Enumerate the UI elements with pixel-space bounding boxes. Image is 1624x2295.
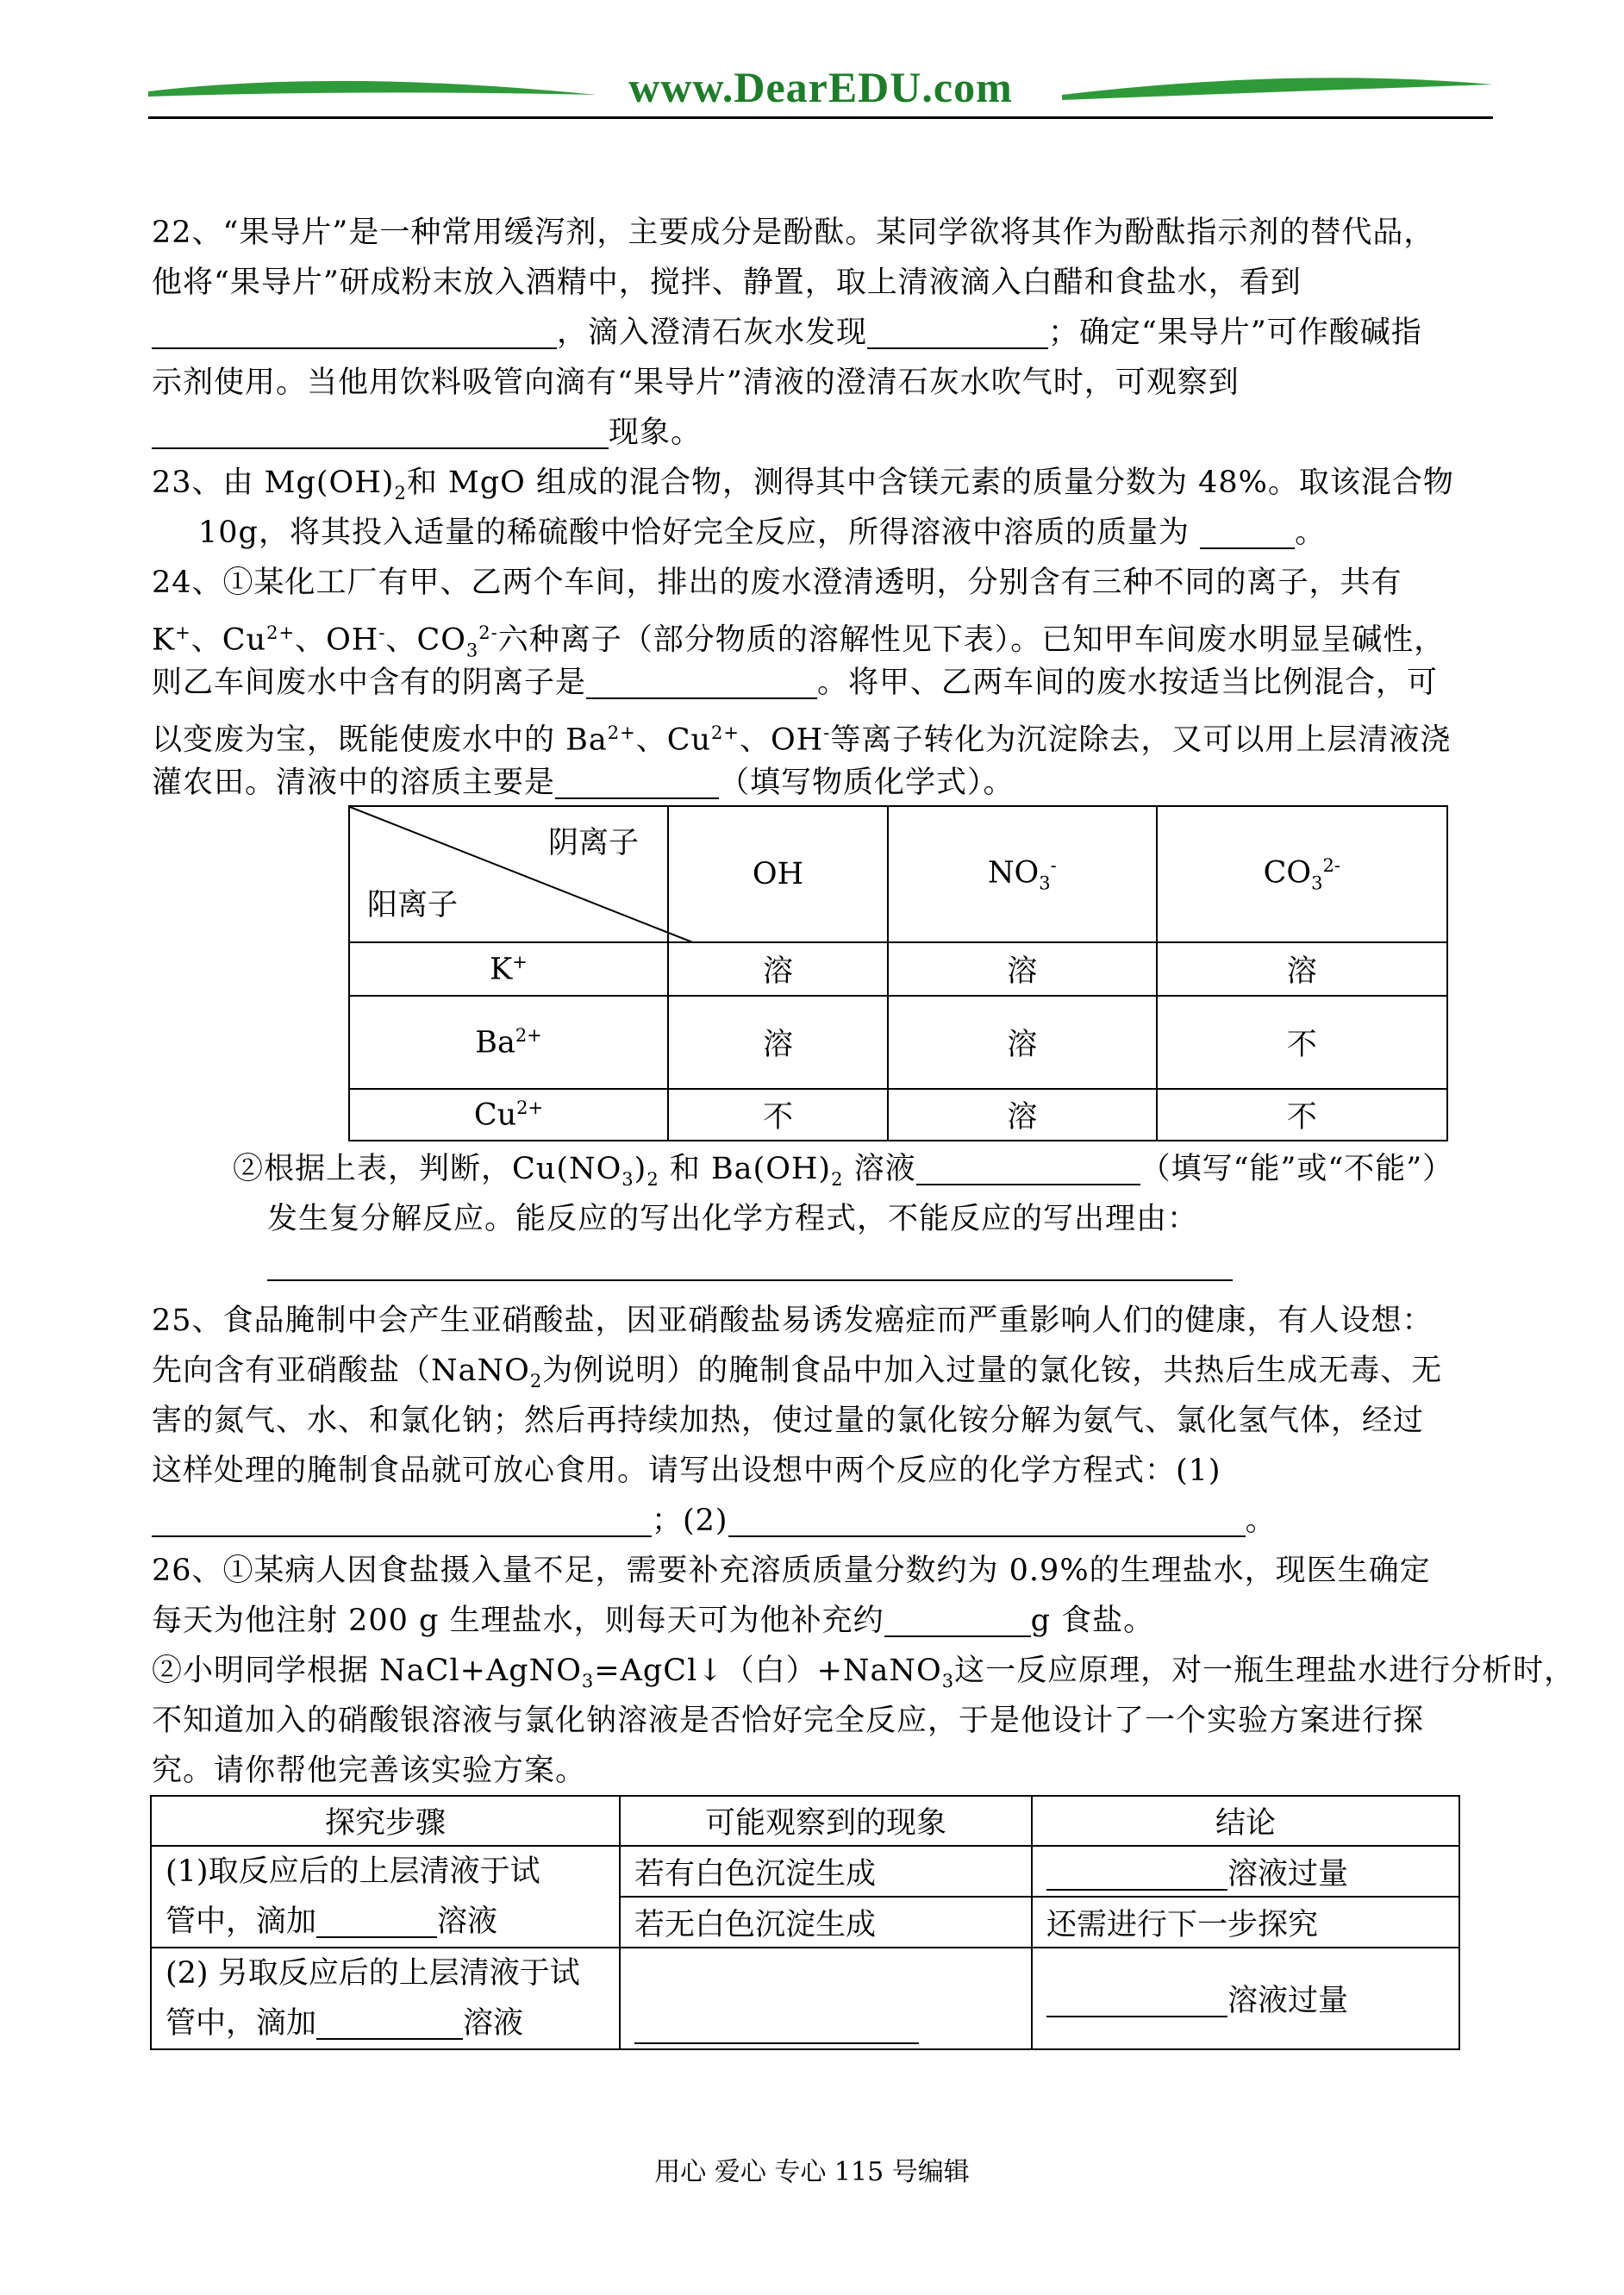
q24-part2-line1: ②根据上表，判断，$Cu(NO_3)_2$ 和 $Ba(OH)_2$ 溶液 （填写“能”或“不能”） bbox=[233, 1152, 1454, 1190]
q26-line1: 26、①某病人因食盐摄入量不足，需要补充溶质质量分数约为 0.9%的生理盐水，现医生确定 bbox=[152, 1554, 1431, 1588]
answer-blank[interactable] bbox=[586, 668, 817, 699]
col-oh: OH bbox=[668, 806, 888, 942]
page-header bbox=[148, 62, 1493, 122]
table-row: $Ba^{2+}$ 溶 溶 不 bbox=[349, 996, 1447, 1089]
header-steps: 探究步骤 bbox=[151, 1796, 620, 1846]
q22-line4: 示剂使用。当他用饮料吸管向滴有“果导片”清液的澄清石灰水吹气时，可观察到 bbox=[152, 366, 1240, 400]
table-row: K+ 溶 溶 溶 bbox=[349, 942, 1447, 996]
solubility-table bbox=[348, 805, 1448, 1141]
q25-line1: 25、食品腌制中会产生亚硝酸盐，因亚硝酸盐易诱发癌症而严重影响人们的健康，有人设想： bbox=[152, 1304, 1433, 1338]
q26-line4: 不知道加入的硝酸银溶液与氯化钠溶液是否恰好完全反应，于是他设计了一个实验方案进行探 bbox=[152, 1704, 1425, 1738]
q22-line3: ，滴入澄清石灰水发现 ；确定“果导片”可作酸碱指 bbox=[152, 314, 1422, 352]
q26-line5: 究。请你帮他完善该实验方案。 bbox=[152, 1754, 587, 1788]
answer-blank[interactable] bbox=[634, 2013, 919, 2044]
answer-blank[interactable] bbox=[152, 318, 557, 349]
q22-line1: 22、“果导片”是一种常用缓泻剂，主要成分是酚酞。某同学欲将其作为酚酞指示剂的替代品， bbox=[152, 216, 1435, 250]
q22-line2: 他将“果导片”研成粉末放入酒精中，搅拌、静置，取上清液滴入白醋和食盐水，看到 bbox=[152, 266, 1302, 300]
site-logo: www.DearEDU.com bbox=[628, 63, 1013, 111]
q24-line4: 以变废为宝，既能使废水中的 $Ba^{2+}$、$Cu^{2+}$、OH-等离子转化为沉淀除去，又可以用上层清液浇 bbox=[152, 722, 1452, 758]
experiment-table bbox=[150, 1795, 1460, 2050]
table-row: (2) 另取反应后的上层清液于试 管中，滴加 溶液 溶液过量 bbox=[151, 1948, 1459, 2049]
q22-line5: 现象。 bbox=[152, 414, 702, 452]
col-co3: $CO_3^{2-}$ bbox=[1157, 806, 1447, 942]
q26-line2: 每天为他注射 200 g 生理盐水，则每天可为他补充约 g 食盐。 bbox=[152, 1604, 1155, 1638]
q25-line5: ；(2) 。 bbox=[152, 1502, 1277, 1540]
answer-line[interactable] bbox=[267, 1279, 1233, 1281]
q26-line3: ②小明同学根据 NaCl+AgNO$_3$=AgCl↓（白）+NaNO$_3$这一反应原理，对一瓶生理盐水进行分析时， bbox=[152, 1654, 1576, 1692]
answer-blank[interactable] bbox=[916, 1154, 1140, 1185]
answer-blank[interactable] bbox=[1046, 1860, 1227, 1891]
cation-header: 阳离子 bbox=[367, 888, 459, 922]
page-footer: 用心 爱心 专心 115 号编辑 bbox=[654, 2157, 970, 2187]
answer-blank[interactable] bbox=[316, 1907, 437, 1938]
q23-line1: 23、由 $Mg(OH)_2$和 MgO 组成的混合物，测得其中含镁元素的质量分数为 48%。取该混合物 bbox=[152, 466, 1454, 503]
answer-blank[interactable] bbox=[152, 1506, 652, 1537]
q25-line3: 害的氮气、水、和氯化钠；然后再持续加热，使过量的氯化铵分解为氨气、氯化氢气体，经过 bbox=[152, 1404, 1425, 1438]
answer-blank[interactable] bbox=[867, 318, 1048, 349]
q24-part2-line2: 发生复分解反应。能反应的写出化学方程式，不能反应的写出理由： bbox=[267, 1202, 1199, 1236]
table-corner-cell bbox=[349, 806, 668, 942]
q23-line2: 10g，将其投入适量的稀硫酸中恰好完全反应，所得溶液中溶质的质量为 。 bbox=[198, 516, 1327, 550]
header-observation: 可能观察到的现象 bbox=[620, 1796, 1032, 1846]
answer-blank[interactable] bbox=[316, 2009, 463, 2040]
table-row: (1)取反应后的上层清液于试 管中，滴加 溶液 若有白色沉淀生成 溶液过量 bbox=[151, 1846, 1459, 1897]
table-row: $Cu^{2+}$ 不 溶 不 bbox=[349, 1089, 1447, 1141]
answer-blank[interactable] bbox=[555, 768, 719, 799]
answer-blank[interactable] bbox=[728, 1506, 1246, 1537]
q24-line3: 则乙车间废水中含有的阴离子是 。将甲、乙两车间的废水按适当比例混合，可 bbox=[152, 666, 1439, 700]
answer-blank[interactable] bbox=[1200, 518, 1295, 549]
anion-header: 阴离子 bbox=[548, 826, 640, 860]
table-row: 若无白色沉淀生成 还需进行下一步探究 bbox=[151, 1897, 1459, 1948]
answer-blank[interactable] bbox=[1046, 1986, 1227, 2017]
col-no3: $NO_3^-$ bbox=[888, 806, 1156, 942]
header-rule bbox=[148, 116, 1493, 119]
answer-blank[interactable] bbox=[152, 418, 609, 449]
q25-line2: 先向含有亚硝酸盐（NaNO$_2$为例说明）的腌制食品中加入过量的氯化铵，共热后生成无毒、无 bbox=[152, 1354, 1443, 1391]
q25-line4: 这样处理的腌制食品就可放心食用。请写出设想中两个反应的化学方程式：(1) bbox=[152, 1454, 1221, 1488]
q24-line1: 24、①某化工厂有甲、乙两个车间，排出的废水澄清透明，分别含有三种不同的离子，共有 bbox=[152, 566, 1402, 600]
q24-line2: K+、$Cu^{2+}$、OH-、$CO_3^{2-}$六种离子（部分物质的溶解性见下表）。已知甲车间废水明显呈碱性， bbox=[152, 622, 1446, 661]
header-conclusion: 结论 bbox=[1032, 1796, 1459, 1846]
q24-line5: 灌农田。清液中的溶质主要是 （填写物质化学式）。 bbox=[152, 766, 1015, 800]
answer-blank[interactable] bbox=[884, 1606, 1031, 1637]
